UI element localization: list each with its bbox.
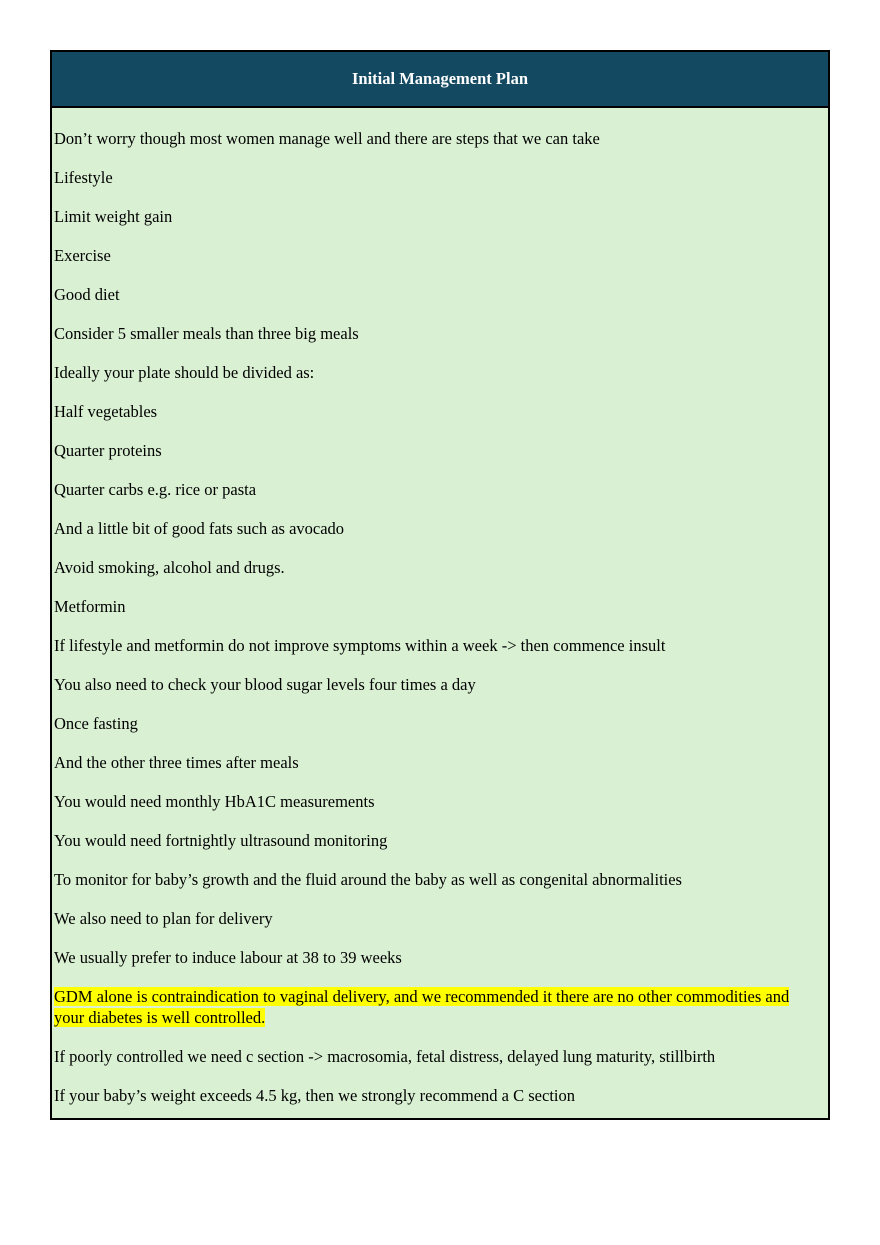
plan-line-good-diet: Good diet [54, 285, 120, 304]
plan-line-hba1c: You would need monthly HbA1C measurements [54, 792, 375, 811]
plan-line-half-vegetables: Half vegetables [54, 402, 158, 421]
plan-line-blood-sugar: You also need to check your blood sugar levels four times a day [54, 675, 476, 694]
plan-line-intro: Don’t worry though most women manage well and there are steps that we can take [54, 129, 600, 148]
plan-line-gdm-highlight [54, 986, 818, 1028]
plan-line-avoid-smoking: Avoid smoking, alcohol and drugs. [54, 558, 285, 577]
plan-body [52, 108, 828, 1118]
plan-line-quarter-proteins: Quarter proteins [54, 441, 162, 460]
plan-line-after-meals: And the other three times after meals [54, 753, 299, 772]
plan-line-baby-weight: If your baby’s weight exceeds 4.5 kg, then we strongly recommend a C section [54, 1086, 575, 1105]
page-title: Initial Management Plan [352, 69, 528, 88]
plan-line-induce-labour: We usually prefer to induce labour at 38 to 39 weeks [54, 948, 402, 967]
highlighted-text: GDM alone is contraindication to vaginal delivery, and we recommended it there are no other commodities and your diabetes is well controlled. [54, 987, 790, 1027]
plan-line-lifestyle: Lifestyle [54, 168, 113, 187]
plan-line-once-fasting: Once fasting [54, 714, 138, 733]
plan-line-ultrasound: You would need fortnightly ultrasound monitoring [54, 831, 388, 850]
plan-line-quarter-carbs: Quarter carbs e.g. rice or pasta [54, 480, 257, 499]
management-plan-table [50, 50, 830, 1120]
plan-line-exercise: Exercise [54, 246, 111, 265]
plan-line-plan-delivery: We also need to plan for delivery [54, 909, 273, 928]
plan-line-good-fats: And a little bit of good fats such as avocado [54, 519, 345, 538]
plan-line-plate-division: Ideally your plate should be divided as: [54, 363, 315, 382]
plan-line-c-section: If poorly controlled we need c section -> macrosomia, fetal distress, delayed lung maturity, stillbirth [54, 1047, 716, 1066]
plan-line-insulin: If lifestyle and metformin do not improve symptoms within a week -> then commence insult [54, 636, 666, 655]
plan-line-weight-gain: Limit weight gain [54, 207, 173, 226]
table-header [52, 52, 828, 108]
plan-line-metformin: Metformin [54, 597, 126, 616]
plan-line-monitor-growth: To monitor for baby’s growth and the fluid around the baby as well as congenital abnormalities [54, 870, 682, 889]
plan-line-smaller-meals: Consider 5 smaller meals than three big meals [54, 324, 359, 343]
